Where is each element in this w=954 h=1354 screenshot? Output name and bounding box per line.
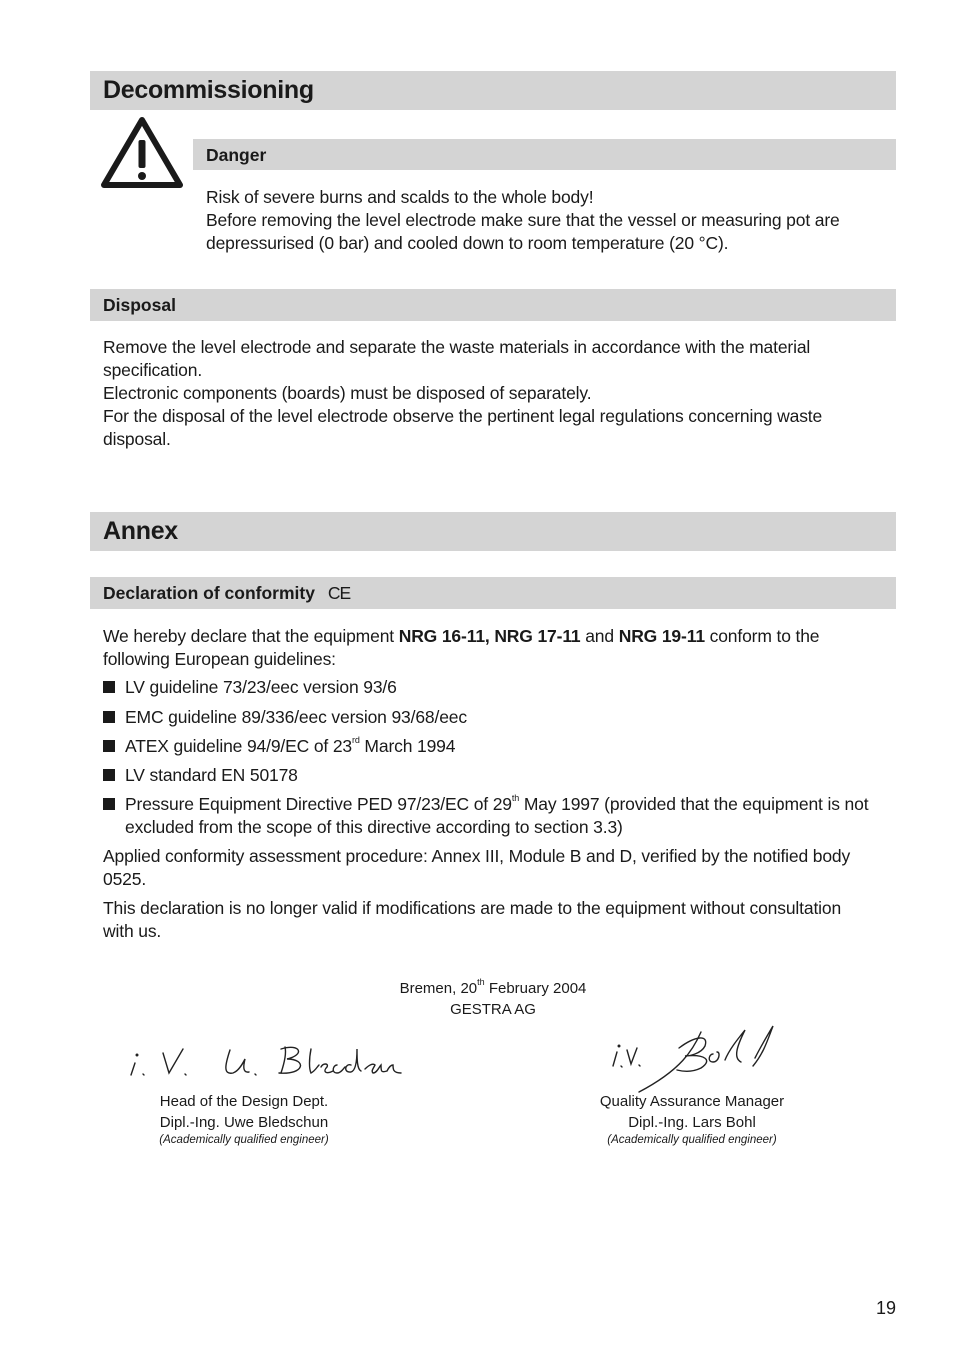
superscript: th bbox=[477, 977, 485, 987]
signatory-left bbox=[94, 1091, 394, 1148]
ce-mark-icon: CE bbox=[327, 583, 351, 603]
declaration-label bbox=[103, 583, 350, 604]
procedure-text bbox=[103, 845, 850, 891]
signatory-role: Head of the Design Dept. bbox=[159, 1093, 329, 1110]
section-heading-disposal bbox=[90, 289, 896, 321]
list-item-text-part: March 1994 bbox=[359, 736, 456, 756]
list-item-text-part: May 1997 (provided that the equipment is not bbox=[519, 794, 869, 814]
signatory-note: (Academically qualified engineer) bbox=[607, 1134, 777, 1146]
bullet-square-icon bbox=[103, 740, 115, 752]
validity-text bbox=[103, 897, 841, 943]
intro-text: conform to the bbox=[704, 626, 820, 646]
list-item-text: LV standard EN 50178 bbox=[125, 765, 298, 785]
list-item-text: EMC guideline 89/336/eec version 93/68/eec bbox=[125, 707, 467, 727]
danger-label: Danger bbox=[206, 145, 267, 165]
section-heading-annex bbox=[90, 512, 896, 551]
danger-text bbox=[206, 186, 840, 255]
signatory-right bbox=[542, 1091, 842, 1148]
procedure-line: Applied conformity assessment procedure: Annex III, Module B and D, verified by the notified body bbox=[103, 846, 851, 866]
warning-icon bbox=[100, 115, 184, 189]
declaration-heading bbox=[90, 577, 896, 609]
list-item-text-part: ATEX guideline 94/9/EC of 23 bbox=[125, 736, 353, 756]
annex-title: Annex bbox=[103, 517, 178, 545]
list-item-text-part: Pressure Equipment Directive PED 97/23/EC of 29 bbox=[125, 794, 512, 814]
signatory-name: Dipl.-Ing. Lars Bohl bbox=[628, 1114, 756, 1131]
danger-line: Before removing the level electrode make sure that the vessel or measuring pot are bbox=[206, 210, 840, 230]
validity-line: This declaration is no longer valid if modifications are made to the equipment without consultation bbox=[103, 898, 842, 918]
disposal-line: For the disposal of the level electrode observe the pertinent legal regulations concerning waste bbox=[103, 406, 823, 426]
bullet-square-icon bbox=[103, 769, 115, 781]
danger-line: depressurised (0 bar) and cooled down to room temperature (20 °C). bbox=[206, 233, 729, 253]
intro-line-2: following European guidelines: bbox=[103, 649, 336, 669]
list-item-text: LV guideline 73/23/eec version 93/6 bbox=[125, 677, 397, 697]
signatory-role: Quality Assurance Manager bbox=[599, 1093, 785, 1110]
procedure-line: 0525. bbox=[103, 869, 147, 889]
company-name: GESTRA AG bbox=[450, 1001, 536, 1018]
bullet-square-icon bbox=[103, 798, 115, 810]
danger-line: Risk of severe burns and scalds to the whole body! bbox=[206, 187, 594, 207]
decommissioning-title: Decommissioning bbox=[103, 76, 314, 104]
superscript: rd bbox=[352, 735, 360, 746]
signature-right bbox=[605, 1020, 785, 1095]
page-number: 19 bbox=[875, 1298, 896, 1318]
disposal-line: disposal. bbox=[103, 429, 171, 449]
disposal-line: Electronic components (boards) must be disposed of separately. bbox=[103, 383, 592, 403]
disposal-line: specification. bbox=[103, 360, 203, 380]
list-item-text: excluded from the scope of this directive according to section 3.3) bbox=[125, 817, 623, 837]
disposal-text bbox=[103, 336, 822, 451]
disposal-title: Disposal bbox=[103, 295, 176, 315]
declaration-intro bbox=[103, 625, 819, 671]
intro-text: We hereby declare that the equipment bbox=[103, 626, 399, 646]
place-date bbox=[343, 978, 643, 999]
section-heading-decommissioning bbox=[90, 71, 896, 110]
declaration-label-text: Declaration of conformity bbox=[103, 583, 315, 603]
signatory-note: (Academically qualified engineer) bbox=[159, 1134, 329, 1146]
list-item-text bbox=[125, 735, 455, 758]
validity-line: with us. bbox=[103, 921, 162, 941]
equipment-models: NRG 16-11, NRG 17-11 bbox=[398, 626, 581, 646]
bullet-square-icon bbox=[103, 681, 115, 693]
intro-line-1 bbox=[103, 625, 819, 648]
list-item-text bbox=[125, 793, 868, 816]
place-date-text: Bremen, 20 bbox=[399, 980, 478, 997]
superscript: th bbox=[511, 793, 520, 804]
place-date-block bbox=[343, 978, 643, 1020]
equipment-model: NRG 19-11 bbox=[618, 626, 705, 646]
bullet-square-icon bbox=[103, 711, 115, 723]
signature-left bbox=[125, 1035, 415, 1085]
intro-text: and bbox=[580, 626, 619, 646]
place-date-text: February 2004 bbox=[484, 980, 587, 997]
signatory-name: Dipl.-Ing. Uwe Bledschun bbox=[159, 1114, 329, 1131]
danger-heading bbox=[193, 139, 896, 170]
disposal-line: Remove the level electrode and separate the waste materials in accordance with the material bbox=[103, 337, 811, 357]
